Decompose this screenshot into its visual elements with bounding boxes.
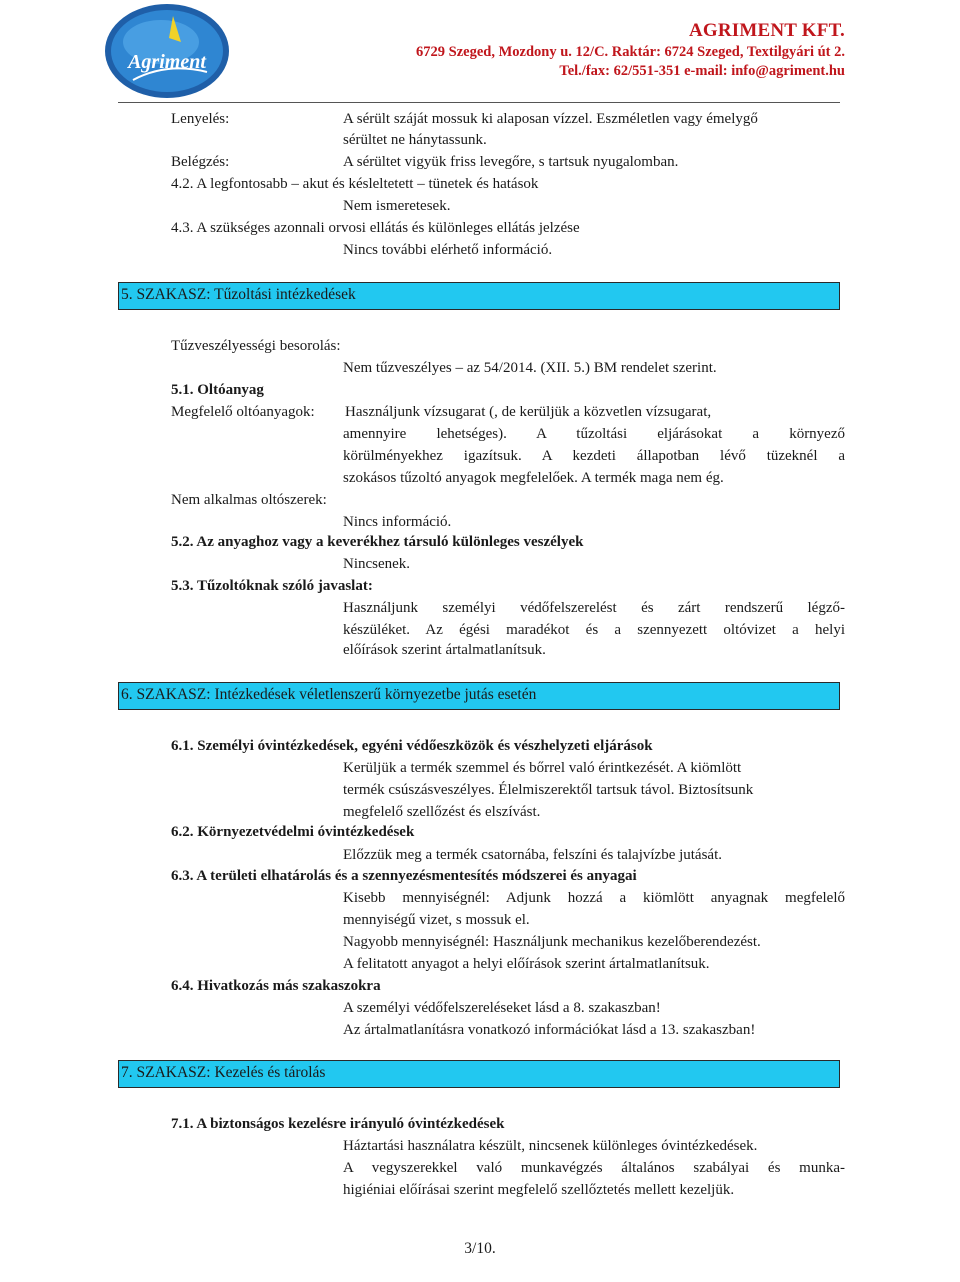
company-name: AGRIMENT KFT.: [688, 20, 845, 41]
section-4-2-text: Nem ismeretesek.: [343, 198, 451, 214]
suitable-agents-text-3: körülményekhez igazítsuk. A kezdeti állapotban lévő tüzeknél a: [343, 448, 845, 464]
section-7-1-text-2: A vegyszerekkel való munkavégzés általános szabályai és munka-: [343, 1160, 845, 1176]
section-6-3-text-2: mennyiségű vizet, s mossuk el.: [343, 912, 530, 928]
ingestion-label: Lenyelés:: [171, 111, 230, 127]
section-6-heading: 6. SZAKASZ: Intézkedések véletlenszerű környezetbe jutás esetén: [121, 686, 537, 703]
company-address: 6729 Szeged, Mozdony u. 12/C. Raktár: 6724 Szeged, Textilgyári út 2.: [416, 44, 845, 60]
fire-class-label: Tűzveszélyességi besorolás:: [171, 338, 341, 354]
section-5-band: [118, 282, 840, 310]
page-number: 3/10.: [464, 1240, 496, 1257]
section-4-3-text: Nincs további elérhető információ.: [343, 242, 553, 258]
section-6-1-text-3: megfelelő szellőzést és elszívást.: [343, 804, 541, 820]
section-6-4-text-1: A személyi védőfelszereléseket lásd a 8. szakaszban!: [343, 1000, 661, 1016]
ingestion-text-2: sérültet ne hánytassunk.: [343, 132, 487, 148]
section-6-3-text-4: A felitatott anyagot a helyi előírások szerint ártalmatlanítsuk.: [343, 956, 710, 972]
section-5-3-text-1: Használjunk személyi védőfelszerelést és zárt rendszerű légző-: [343, 600, 845, 616]
section-6-3-text-3: Nagyobb mennyiségnél: Használjunk mechanikus kezelőberendezést.: [343, 934, 761, 950]
inhalation-label: Belégzés:: [171, 154, 230, 170]
inhalation-text: A sérültet vigyük friss levegőre, s tartsuk nyugalomban.: [343, 154, 679, 170]
section-7-band: [118, 1060, 840, 1088]
suitable-agents-text-1: Használjunk vízsugarat (, de kerüljük a közvetlen vízsugarat,: [345, 404, 712, 420]
section-5-1-title: 5.1. Oltóanyag: [171, 382, 264, 398]
section-6-1-title: 6.1. Személyi óvintézkedések, egyéni védőeszközök és vészhelyzeti eljárások: [171, 738, 653, 754]
section-5-2-text: Nincsenek.: [343, 556, 411, 572]
section-6-1-text-1: Kerüljük a termék szemmel és bőrrel való érintkezését. A kiömlött: [343, 760, 742, 776]
section-7-heading: 7. SZAKASZ: Kezelés és tárolás: [121, 1064, 326, 1081]
section-5-3-title: 5.3. Tűzoltóknak szóló javaslat:: [171, 578, 373, 594]
section-5-3-text-3: előírások szerint ártalmatlanítsuk.: [343, 642, 546, 658]
section-6-1-text-2: termék csúszásveszélyes. Élelmiszerektől tartsuk távol. Biztosítsunk: [343, 782, 754, 798]
section-5-3-text-2: készüléket. Az égési maradékot és a szennyezett oltóvizet a helyi: [343, 622, 845, 638]
suitable-agents-text-2: amennyire lehetséges). A tűzoltási eljárásokat a környező: [343, 426, 845, 442]
section-6-2-title: 6.2. Környezetvédelmi óvintézkedések: [171, 824, 415, 840]
section-5-2-title: 5.2. Az anyaghoz vagy a keverékhez társuló különleges veszélyek: [171, 534, 584, 550]
logo-text: Agriment: [128, 51, 206, 73]
section-7-1-text-1: Háztartási használatra készült, nincsenek különleges óvintézkedések.: [343, 1138, 758, 1154]
section-6-4-text-2: Az ártalmatlanításra vonatkozó információkat lásd a 13. szakaszban!: [343, 1022, 756, 1038]
company-header: [416, 20, 845, 80]
section-6-band: [118, 682, 840, 710]
section-6-3-text-1: Kisebb mennyiségnél: Adjunk hozzá a kiömlött anyagnak megfelelő: [343, 890, 845, 906]
section-7-1-text-3: higiéniai előírásai szerint megfelelő szellőztetés mellett kezeljük.: [343, 1182, 735, 1198]
section-4-3-title: 4.3. A szükséges azonnali orvosi ellátás és különleges ellátás jelzése: [171, 220, 580, 236]
section-6-3-title: 6.3. A területi elhatárolás és a szennyezésmentesítés módszerei és anyagai: [171, 868, 637, 884]
fire-class-text: Nem tűzveszélyes – az 54/2014. (XII. 5.) BM rendelet szerint.: [343, 360, 717, 376]
section-7-1-title: 7.1. A biztonságos kezelésre irányuló óvintézkedések: [171, 1116, 505, 1132]
section-5-heading: 5. SZAKASZ: Tűzoltási intézkedések: [121, 286, 356, 303]
unsuitable-agents-text: Nincs információ.: [343, 514, 452, 530]
section-6-2-text: Előzzük meg a termék csatornába, felszíni és talajvízbe jutását.: [343, 847, 723, 863]
section-6-4-title: 6.4. Hivatkozás más szakaszokra: [171, 978, 381, 994]
company-contact: Tel./fax: 62/551-351 e-mail: info@agriment.hu: [559, 63, 845, 79]
suitable-agents-text-4: szokásos tűzoltó anyagok megfelelőek. A termék maga nem ég.: [343, 470, 724, 486]
ingestion-text-1: A sérült száját mossuk ki alaposan vízzel. Eszméletlen vagy émelygő: [343, 111, 758, 127]
header-divider: [118, 102, 840, 103]
unsuitable-agents-label: Nem alkalmas oltószerek:: [171, 492, 327, 508]
section-4-2-title: 4.2. A legfontosabb – akut és késleltetett – tünetek és hatások: [171, 176, 539, 192]
agriment-logo: [103, 2, 231, 100]
suitable-agents-label: Megfelelő oltóanyagok:: [171, 404, 315, 420]
